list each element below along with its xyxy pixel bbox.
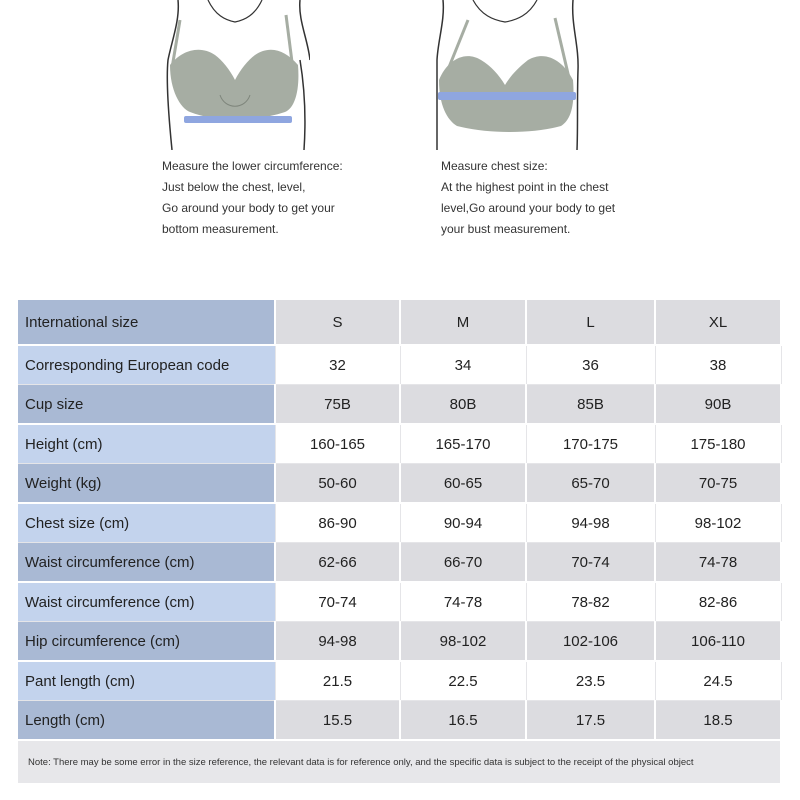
table-row bbox=[18, 424, 781, 464]
table-cell: 82-86 bbox=[655, 582, 781, 622]
table-row bbox=[18, 464, 781, 504]
table-cell: 60-65 bbox=[400, 464, 526, 504]
table-cell: 98-102 bbox=[655, 503, 781, 543]
table-note: Note: There may be some error in the size reference, the relevant data is for reference only, and the specific data is subject to the receipt of the physical object bbox=[18, 740, 781, 784]
table-row bbox=[18, 701, 781, 741]
table-cell: 90B bbox=[655, 385, 781, 425]
table-row bbox=[18, 345, 781, 385]
row-label: Corresponding European code bbox=[18, 345, 275, 385]
row-label: Height (cm) bbox=[18, 424, 275, 464]
table-row bbox=[18, 300, 781, 345]
note-row bbox=[18, 740, 781, 784]
table-row bbox=[18, 385, 781, 425]
row-label: Hip circumference (cm) bbox=[18, 622, 275, 662]
table-cell: 18.5 bbox=[655, 701, 781, 741]
table-cell: 70-74 bbox=[526, 543, 655, 583]
table-row bbox=[18, 661, 781, 701]
size-chart bbox=[18, 300, 781, 785]
row-label: Pant length (cm) bbox=[18, 661, 275, 701]
lower-circumference-illustration bbox=[160, 0, 310, 150]
table-cell: 75B bbox=[275, 385, 400, 425]
table-cell: 98-102 bbox=[400, 622, 526, 662]
table-cell: 36 bbox=[526, 345, 655, 385]
table-cell: 21.5 bbox=[275, 661, 400, 701]
table-cell: 160-165 bbox=[275, 424, 400, 464]
table-cell: L bbox=[526, 300, 655, 345]
table-row bbox=[18, 622, 781, 662]
table-cell: 78-82 bbox=[526, 582, 655, 622]
table-row bbox=[18, 582, 781, 622]
caption-title: Measure the lower circumference: bbox=[162, 159, 343, 173]
lower-circumference-caption bbox=[162, 156, 343, 240]
table-cell: XL bbox=[655, 300, 781, 345]
row-label: Weight (kg) bbox=[18, 464, 275, 504]
measure-band bbox=[184, 116, 292, 123]
table-cell: 15.5 bbox=[275, 701, 400, 741]
table-cell: 94-98 bbox=[526, 503, 655, 543]
table-cell: 50-60 bbox=[275, 464, 400, 504]
table-cell: 86-90 bbox=[275, 503, 400, 543]
table-cell: 22.5 bbox=[400, 661, 526, 701]
table-cell: 70-75 bbox=[655, 464, 781, 504]
table-cell: 74-78 bbox=[655, 543, 781, 583]
table-cell: 70-74 bbox=[275, 582, 400, 622]
table-cell: S bbox=[275, 300, 400, 345]
table-row bbox=[18, 503, 781, 543]
table-cell: 102-106 bbox=[526, 622, 655, 662]
table-cell: M bbox=[400, 300, 526, 345]
caption-title: Measure chest size: bbox=[441, 159, 548, 173]
table-cell: 170-175 bbox=[526, 424, 655, 464]
caption-line: bottom measurement. bbox=[162, 222, 279, 236]
table-cell: 175-180 bbox=[655, 424, 781, 464]
table-cell: 17.5 bbox=[526, 701, 655, 741]
caption-line: Go around your body to get your bbox=[162, 201, 335, 215]
table-row bbox=[18, 543, 781, 583]
caption-line: your bust measurement. bbox=[441, 222, 571, 236]
table-cell: 16.5 bbox=[400, 701, 526, 741]
table-cell: 85B bbox=[526, 385, 655, 425]
chest-size-illustration bbox=[433, 0, 583, 150]
row-label: Waist circumference (cm) bbox=[18, 582, 275, 622]
table-cell: 94-98 bbox=[275, 622, 400, 662]
table-cell: 106-110 bbox=[655, 622, 781, 662]
row-label: Cup size bbox=[18, 385, 275, 425]
row-label: Chest size (cm) bbox=[18, 503, 275, 543]
chest-size-caption bbox=[441, 156, 615, 240]
table-cell: 165-170 bbox=[400, 424, 526, 464]
table-cell: 80B bbox=[400, 385, 526, 425]
caption-line: Just below the chest, level, bbox=[162, 180, 306, 194]
table-cell: 34 bbox=[400, 345, 526, 385]
caption-line: level,Go around your body to get bbox=[441, 201, 616, 215]
row-label: Length (cm) bbox=[18, 701, 275, 741]
table-cell: 24.5 bbox=[655, 661, 781, 701]
row-label: Waist circumference (cm) bbox=[18, 543, 275, 583]
measure-band bbox=[438, 92, 576, 100]
table-cell: 32 bbox=[275, 345, 400, 385]
table-cell: 74-78 bbox=[400, 582, 526, 622]
size-table bbox=[18, 300, 782, 785]
row-label: International size bbox=[18, 300, 275, 345]
table-cell: 62-66 bbox=[275, 543, 400, 583]
table-cell: 90-94 bbox=[400, 503, 526, 543]
table-cell: 65-70 bbox=[526, 464, 655, 504]
caption-line: At the highest point in the chest bbox=[441, 180, 609, 194]
table-cell: 23.5 bbox=[526, 661, 655, 701]
table-cell: 38 bbox=[655, 345, 781, 385]
table-cell: 66-70 bbox=[400, 543, 526, 583]
